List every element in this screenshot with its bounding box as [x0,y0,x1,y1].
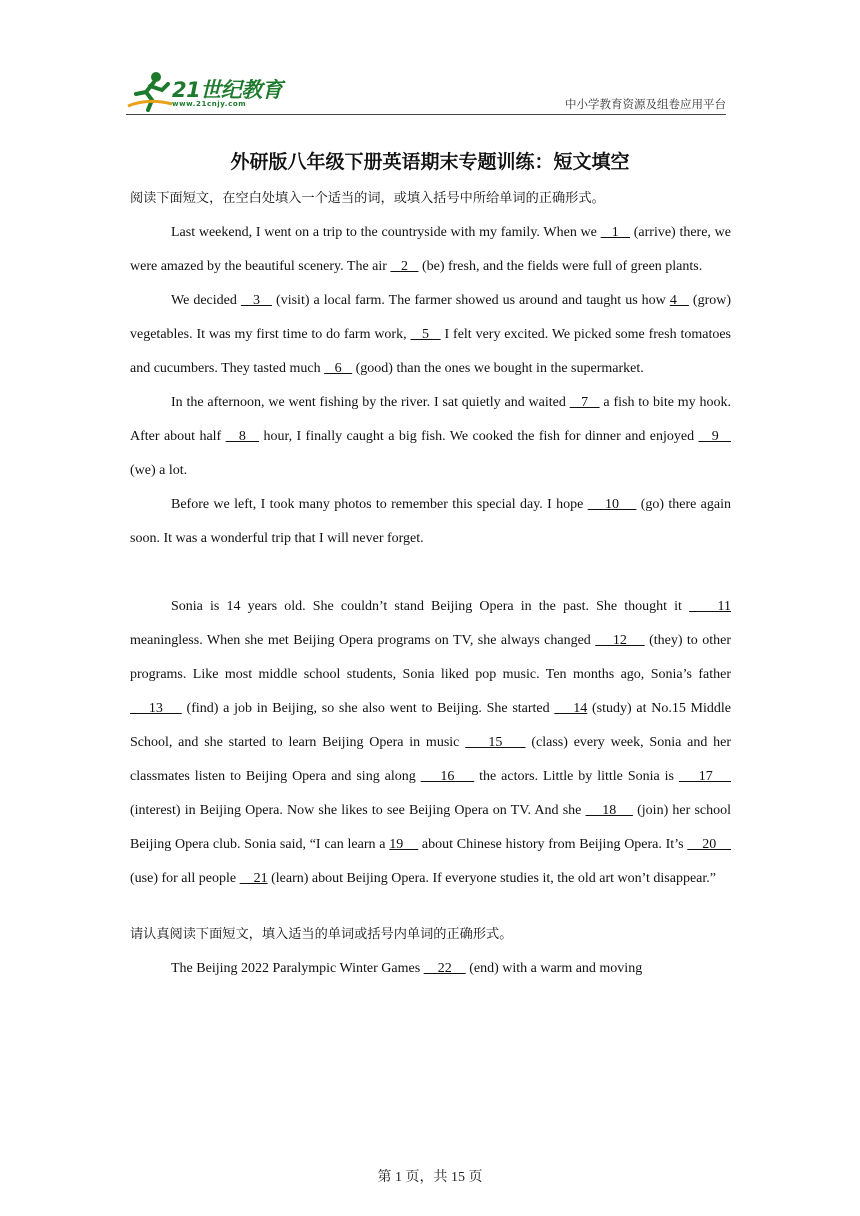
section1-paragraph-2 [130,284,731,386]
blank-8: 8 [225,429,260,444]
text: the actors. Little by little Sonia is [474,769,679,784]
text: Sonia is 14 years old. She couldn’t stand Beijing Opera in the past. She thought it [171,599,690,614]
text: (interest) in Beijing Opera. Now she likes to see Beijing Opera on TV. And she [130,803,586,818]
platform-name: 中小学教育资源及组卷应用平台 [565,97,726,111]
blank-17: 17 [678,769,732,784]
text: Last weekend, I went on a trip to the countryside with my family. When we [171,225,601,240]
text: (be) fresh, and the fields were full of green plants. [418,259,703,274]
text: (study) at No.15 Middle School, and she started to learn Beijing Opera in music [130,701,732,750]
text: (they) to other programs. Like most middle school students, Sonia liked pop music. Ten months ago, Sonia’s father [130,633,731,682]
text: (visit) a local farm. The farmer showed us around and taught us how [272,293,670,308]
text: I felt very excited. We picked some fresh tomatoes and cucumbers. They tasted much [130,327,731,376]
text: (class) every week, Sonia and her classmates listen to Beijing Opera and sing along [130,735,731,784]
section-spacer [130,896,731,918]
text: (use) for all people [130,871,240,886]
runner-logo-icon [126,68,174,112]
document-body [130,182,731,986]
text: about Chinese history from Beijing Opera. It’s [418,837,688,852]
text: (grow) vegetables. It was my first time to do farm work, [130,293,732,342]
text: (good) than the ones we bought in the supermarket. [352,361,644,376]
blank-13: 13 [130,701,182,716]
logo-url: www.21cnjy.com [172,100,247,108]
blank-9: 9 [698,429,732,444]
text: hour, I finally caught a big fish. We cooked the fish for dinner and enjoyed [259,429,699,444]
blank-20: 20 [687,837,732,852]
text: The Beijing 2022 Paralympic Winter Games [171,961,424,976]
text: (arrive) there, we were amazed by the beautiful scenery. The air [130,225,731,274]
blank-12: 12 [595,633,645,648]
section3-paragraph-1 [130,952,731,986]
blank-15: 15 [465,735,526,750]
text: a fish to bite my hook. After about half [130,395,732,444]
section1-instruction: 阅读下面短文，在空白处填入一个适当的词，或填入括号中所给单词的正确形式。 [130,191,605,206]
text: We decided [171,293,241,308]
blank-5: 5 [410,327,441,342]
page-header [126,66,726,116]
section1-paragraph-4 [130,488,731,556]
text: In the afternoon, we went fishing by the river. I sat quietly and waited [171,395,570,410]
section2-paragraph-1 [130,590,731,896]
text: Before we left, I took many photos to remember this special day. I hope [171,497,588,512]
blank-1: 1 [600,225,631,240]
blank-11: 11 [689,599,732,614]
blank-21: 21 [239,871,268,886]
page-footer: 第 1 页，共 15 页 [377,1170,483,1185]
logo-text: 21世纪教育 [172,78,283,102]
blank-3: 3 [240,293,273,308]
blank-22: 22 [423,961,466,976]
blank-18: 18 [585,803,633,818]
blank-19: 19 [389,837,419,852]
blank-7: 7 [569,395,600,410]
section-spacer [130,556,731,590]
blank-14: 14 [554,701,588,716]
blank-10: 10 [587,497,637,512]
document-title: 外研版八年级下册英语期末专题训练：短文填空 [230,151,630,173]
section1-paragraph-3 [130,386,731,488]
site-logo [126,68,296,112]
text: (we) a lot. [130,463,188,478]
text: (go) there again soon. It was a wonderful trip that I will never forget. [130,497,732,546]
text: (end) with a warm and moving [465,961,643,976]
text: meaningless. When she met Beijing Opera programs on TV, she always changed [130,633,596,648]
blank-2: 2 [390,259,419,274]
blank-16: 16 [420,769,475,784]
section1-paragraph-1 [130,216,731,284]
text: (join) her school Beijing Opera club. Sonia said, “I can learn a [130,803,732,852]
blank-4: 4 [669,293,689,308]
section3-instruction: 请认真阅读下面短文，填入适当的单词或括号内单词的正确形式。 [130,927,513,942]
header-divider [126,114,726,115]
text: (learn) about Beijing Opera. If everyone studies it, the old art won’t disappear.” [267,871,717,886]
blank-6: 6 [324,361,353,376]
text: (find) a job in Beijing, so she also went to Beijing. She started [181,701,555,716]
